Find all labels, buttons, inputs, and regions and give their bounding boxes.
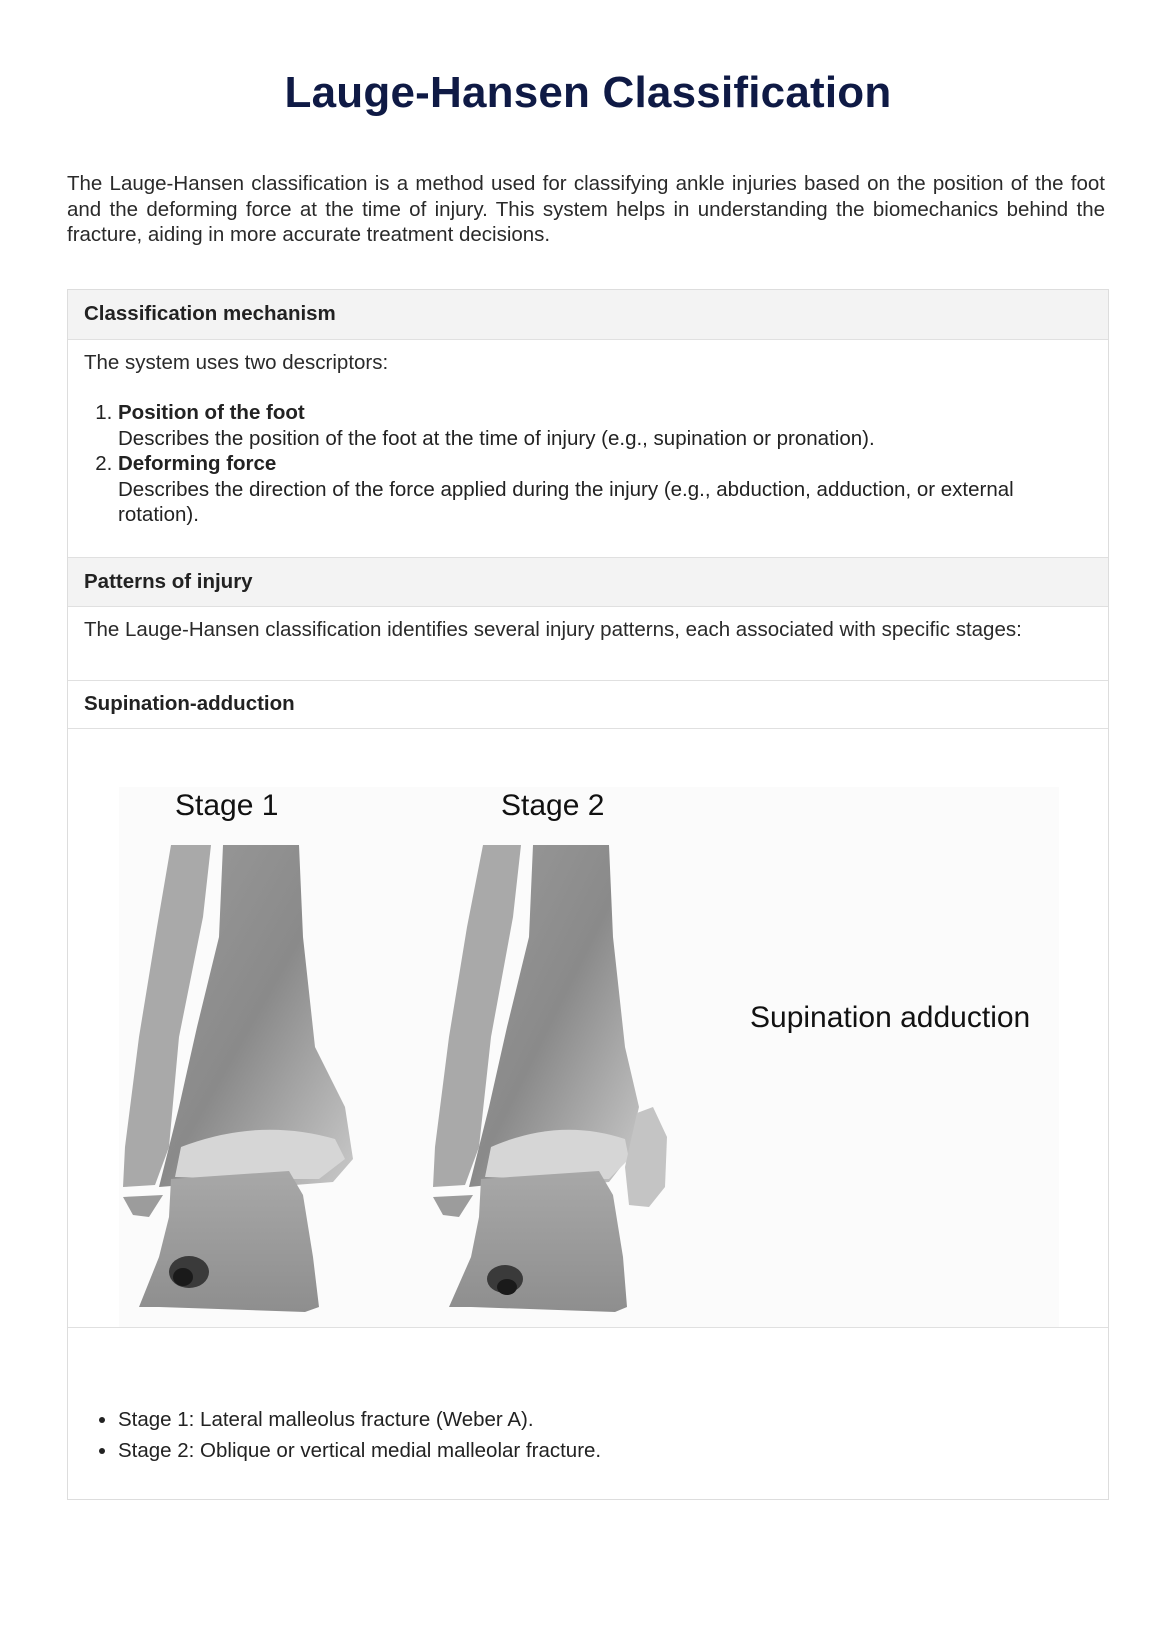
stage-2-ankle — [433, 845, 667, 1312]
list-item: • Stage 1: Lateral malleolus fracture (Weber A). — [118, 1404, 601, 1435]
figure-caption: Supination adduction — [750, 1001, 1031, 1034]
section-heading-mechanism: Classification mechanism — [68, 290, 1108, 340]
classification-card — [67, 289, 1109, 1500]
divider — [68, 1327, 1108, 1328]
page-title: Lauge-Hansen Classification — [284, 68, 892, 117]
list-item — [118, 451, 1078, 528]
stage-list — [84, 1404, 601, 1466]
mechanism-lead: The system uses two descriptors: — [84, 351, 389, 374]
ankle-bones-graphic — [119, 787, 1059, 1327]
descriptor-description: Describes the position of the foot at the time of injury (e.g., supination or pronation). — [118, 426, 875, 450]
ankle-fracture-illustration — [119, 787, 1059, 1327]
descriptor-title: 2. Deforming force — [118, 452, 277, 475]
list-item: • Stage 2: Oblique or vertical medial malleolar fracture. — [118, 1435, 601, 1466]
intro-paragraph: The Lauge-Hansen classification is a method used for classifying ankle injuries based on the position of the foot and the deforming force at the time of injury. This system helps in understanding the biomechanics behind the fracture, aiding in more accurate treatment decisions. — [67, 172, 1105, 246]
list-item — [118, 400, 1078, 451]
descriptor-description: Describes the direction of the force applied during the injury (e.g., abduction, adduction, or external rotation). — [118, 477, 1014, 526]
descriptor-title: 1. Position of the foot — [118, 401, 305, 424]
stage-2-label: Stage 2 — [501, 789, 605, 822]
descriptor-list — [84, 400, 1078, 528]
stage-1-ankle — [123, 845, 353, 1312]
section-heading-supination-adduction: Supination-adduction — [68, 680, 1108, 729]
section-heading-patterns: Patterns of injury — [68, 557, 1108, 607]
stage-1-label: Stage 1 — [175, 789, 279, 822]
patterns-lead: The Lauge-Hansen classification identifies several injury patterns, each associated with specific stages: — [84, 618, 1022, 641]
